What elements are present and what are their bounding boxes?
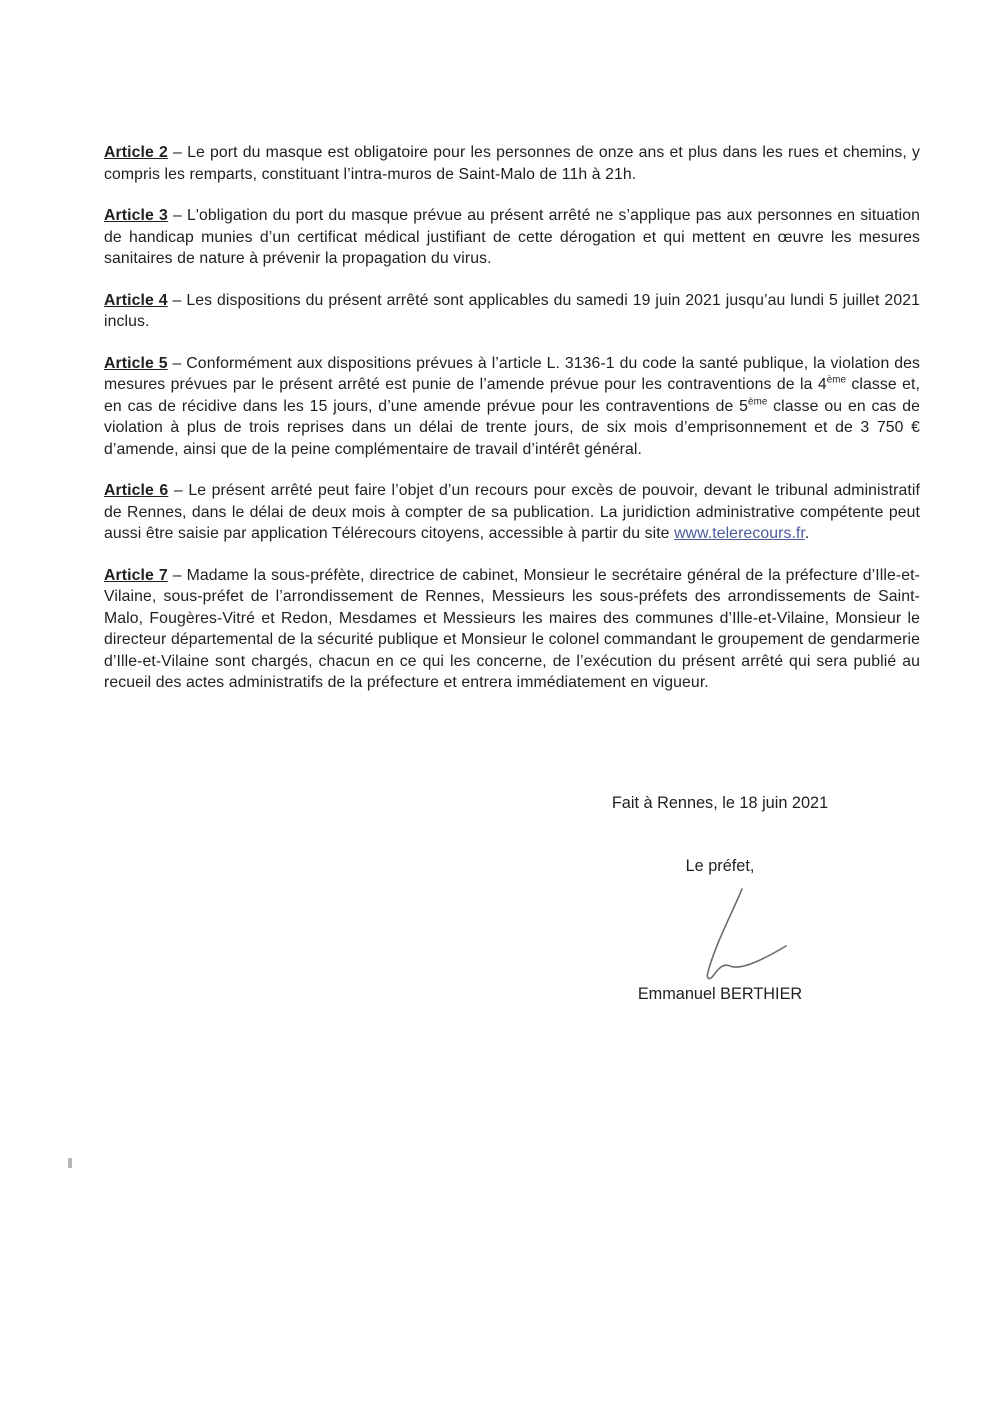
article-paragraph [104,480,920,545]
articles-container [104,142,920,694]
article-label: Article 3 [104,207,168,224]
article-body-text: – Le présent arrêté peut faire l’objet d’un recours pour excès de pouvoir, devant le tribunal administratif de Rennes, dans le délai de deux mois à compter de sa publication. La juridiction administrative compétente peut aussi être saisie par application Télérecours citoyens, accessible à partir du site [104,482,920,542]
ordinal-superscript: ème [748,396,768,408]
ordinal-superscript: ème [826,374,847,386]
article-label: Article 6 [104,482,169,499]
article-body-text: – Conformément aux dispositions prévues à l’article L. 3136-1 du code la santé publique, la violation des mesures prévues par le présent arrêté est punie de l’amende prévue pour les contraventions de la 4 [104,354,920,393]
scan-artifact [68,1158,72,1168]
article-body-text: – Madame la sous-préfète, directrice de cabinet, Monsieur le secrétaire général de la préfecture d’Ille-et-Vilaine, sous-préfet de l’arrondissement de Rennes, Messieurs les sous-préfets des arrondissements de Saint-Malo, Fougères-Vitré et Redon, Mesdames et Messieurs les maires des communes d’Ille-et-Vilaine, Monsieur le directeur départemental de la sécurité publique et Monsieur le colonel commandant le groupement de gendarmerie d’Ille-et-Vilaine sont chargés, chacun en ce qui les concerne, de l’exécution du présent arrêté qui sera publié au recueil des actes administratifs de la préfecture et entrera immédiatement en vigueur. [104,566,920,691]
article-paragraph [104,205,920,270]
article-label: Article 2 [104,144,168,161]
telerecours-link[interactable]: www.telerecours.fr [674,525,805,542]
article-body-text: – Le port du masque est obligatoire pour les personnes de onze ans et plus dans les rues et chemins, y compris les remparts, constituant l’intra-muros de Saint-Malo de 11h à 21h. [104,144,920,183]
place-date-line: Fait à Rennes, le 18 juin 2021 [611,794,829,812]
article-body-text: classe ou en cas de violation à plus de trois reprises dans un délai de trente jours, de six mois d’emprisonnement et de 3 750 € d’amende, ainsi que de la peine complémentaire de travail d’intérêt général. [104,397,921,458]
article-paragraph [104,142,920,185]
article-label: Article 5 [104,354,168,372]
article-label: Article 7 [104,566,168,584]
article-paragraph [104,565,920,694]
handwritten-signature [555,885,885,983]
signature-block [555,792,885,1005]
article-body-text: – Les dispositions du présent arrêté sont applicables du samedi 19 juin 2021 jusqu’au lundi 5 juillet 2021 inclus. [104,291,920,330]
signatory-name: Emmanuel BERTHIER [637,985,803,1003]
article-body-text: – L'obligation du port du masque prévue au présent arrêté ne s’applique pas aux personnes en situation de handicap munies d’un certificat médical justifiant de cette dérogation et qui mettent en œuvre les mesures sanitaires de nature à prévenir la propagation du virus. [104,207,920,267]
article-label: Article 4 [104,291,168,309]
article-body-text: classe et, en cas de récidive dans les 15 jours, d’une amende prévue pour les contraventions de 5 [104,376,921,415]
article-paragraph [104,290,920,333]
article-paragraph [104,353,920,461]
article-body-text: . [804,525,810,542]
signatory-title: Le préfet, [685,857,755,875]
